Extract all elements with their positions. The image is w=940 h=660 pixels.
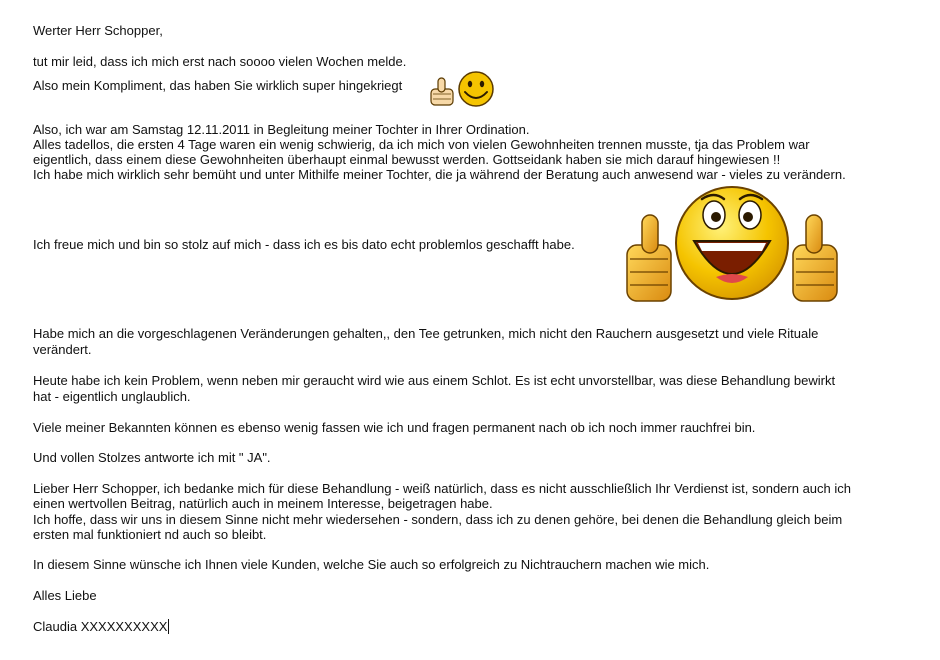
smiley-face-icon [459,72,493,106]
paragraph-today-line-2: hat - eigentlich unglaublich. [33,389,191,404]
thumbs-up-smiley-icon [428,70,498,110]
paragraph-compliment [33,78,476,94]
paragraph-apology: tut mir leid, dass ich mich erst nach soooo vielen Wochen melde. [33,54,407,69]
paragraph-wishes: In diesem Sinne wünsche ich Ihnen viele Kunden, welche Sie auch so erfolgreich zu Nichtrauchern machen wie mich. [33,557,710,572]
paragraph-today-line-1: Heute habe ich kein Problem, wenn neben mir geraucht wird wie aus einem Schlot. Es ist echt unvorstellbar, was diese Behandlung bewirkt [33,373,836,388]
paragraph-visit-line-2: Alles tadellos, die ersten 4 Tage waren ein wenig schwierig, da ich mich von vielen Gewohnheiten trennen musste, tja das Problem war [33,137,810,152]
paragraph-thanks-line-3: Ich hoffe, dass wir uns in diesem Sinne nicht mehr wiedersehen - sondern, dass ich zu denen gehöre, bei denen die Behandlung gleich beim [33,512,843,527]
right-thumb-hand-icon [793,215,837,301]
signature-text: Claudia XXXXXXXXXX [33,619,168,634]
paragraph-proud: Ich freue mich und bin so stolz auf mich - dass ich es bis dato echt problemlos geschafft habe. [33,237,575,252]
closing: Alles Liebe [33,588,97,603]
paragraph-thanks-line-1: Lieber Herr Schopper, ich bedanke mich für diese Behandlung - weiß natürlich, dass es nicht ausschließlich Ihr Verdienst ist, sondern auch ich [33,481,851,496]
double-thumbs-up-grinning-smiley-icon [624,185,840,305]
text-cursor [168,619,169,634]
paragraph-visit-line-3: eigentlich, dass einem diese Gewohnheiten überhaupt einmal bewusst werden. Gottseidank haben sie mich darauf hingewiesen !! [33,152,781,167]
paragraph-thanks-line-2: einen wertvollen Beitrag, natürlich auch in meinem Interesse, beigetragen habe. [33,496,493,511]
thumb-hand-icon [431,78,453,105]
compliment-text: Also mein Kompliment, das haben Sie wirklich super hingekriegt [33,78,403,93]
signature [33,619,169,635]
paragraph-visit-line-1: Also, ich war am Samstag 12.11.2011 in Begleitung meiner Tochter in Ihrer Ordination. [33,122,530,137]
left-thumb-hand-icon [627,215,671,301]
paragraph-changes-line-1: Habe mich an die vorgeschlagenen Veränderungen gehalten,, den Tee getrunken, mich nicht den Rauchern ausgesetzt und viele Rituale [33,326,819,341]
grinning-face-icon [676,187,788,299]
paragraph-visit-line-4: Ich habe mich wirklich sehr bemüht und unter Mithilfe meiner Tochter, die ja während der Beratung auch anwesend war - vieles zu verändern. [33,167,846,182]
salutation: Werter Herr Schopper, [33,23,163,38]
paragraph-changes-line-2: verändert. [33,342,92,357]
paragraph-pride: Und vollen Stolzes antworte ich mit " JA". [33,450,271,465]
paragraph-acquaintances: Viele meiner Bekannten können es ebenso wenig fassen wie ich und fragen permanent nach ob ich noch immer rauchfrei bin. [33,420,756,435]
paragraph-thanks-line-4: ersten mal funktioniert nd auch so bleibt. [33,527,267,542]
